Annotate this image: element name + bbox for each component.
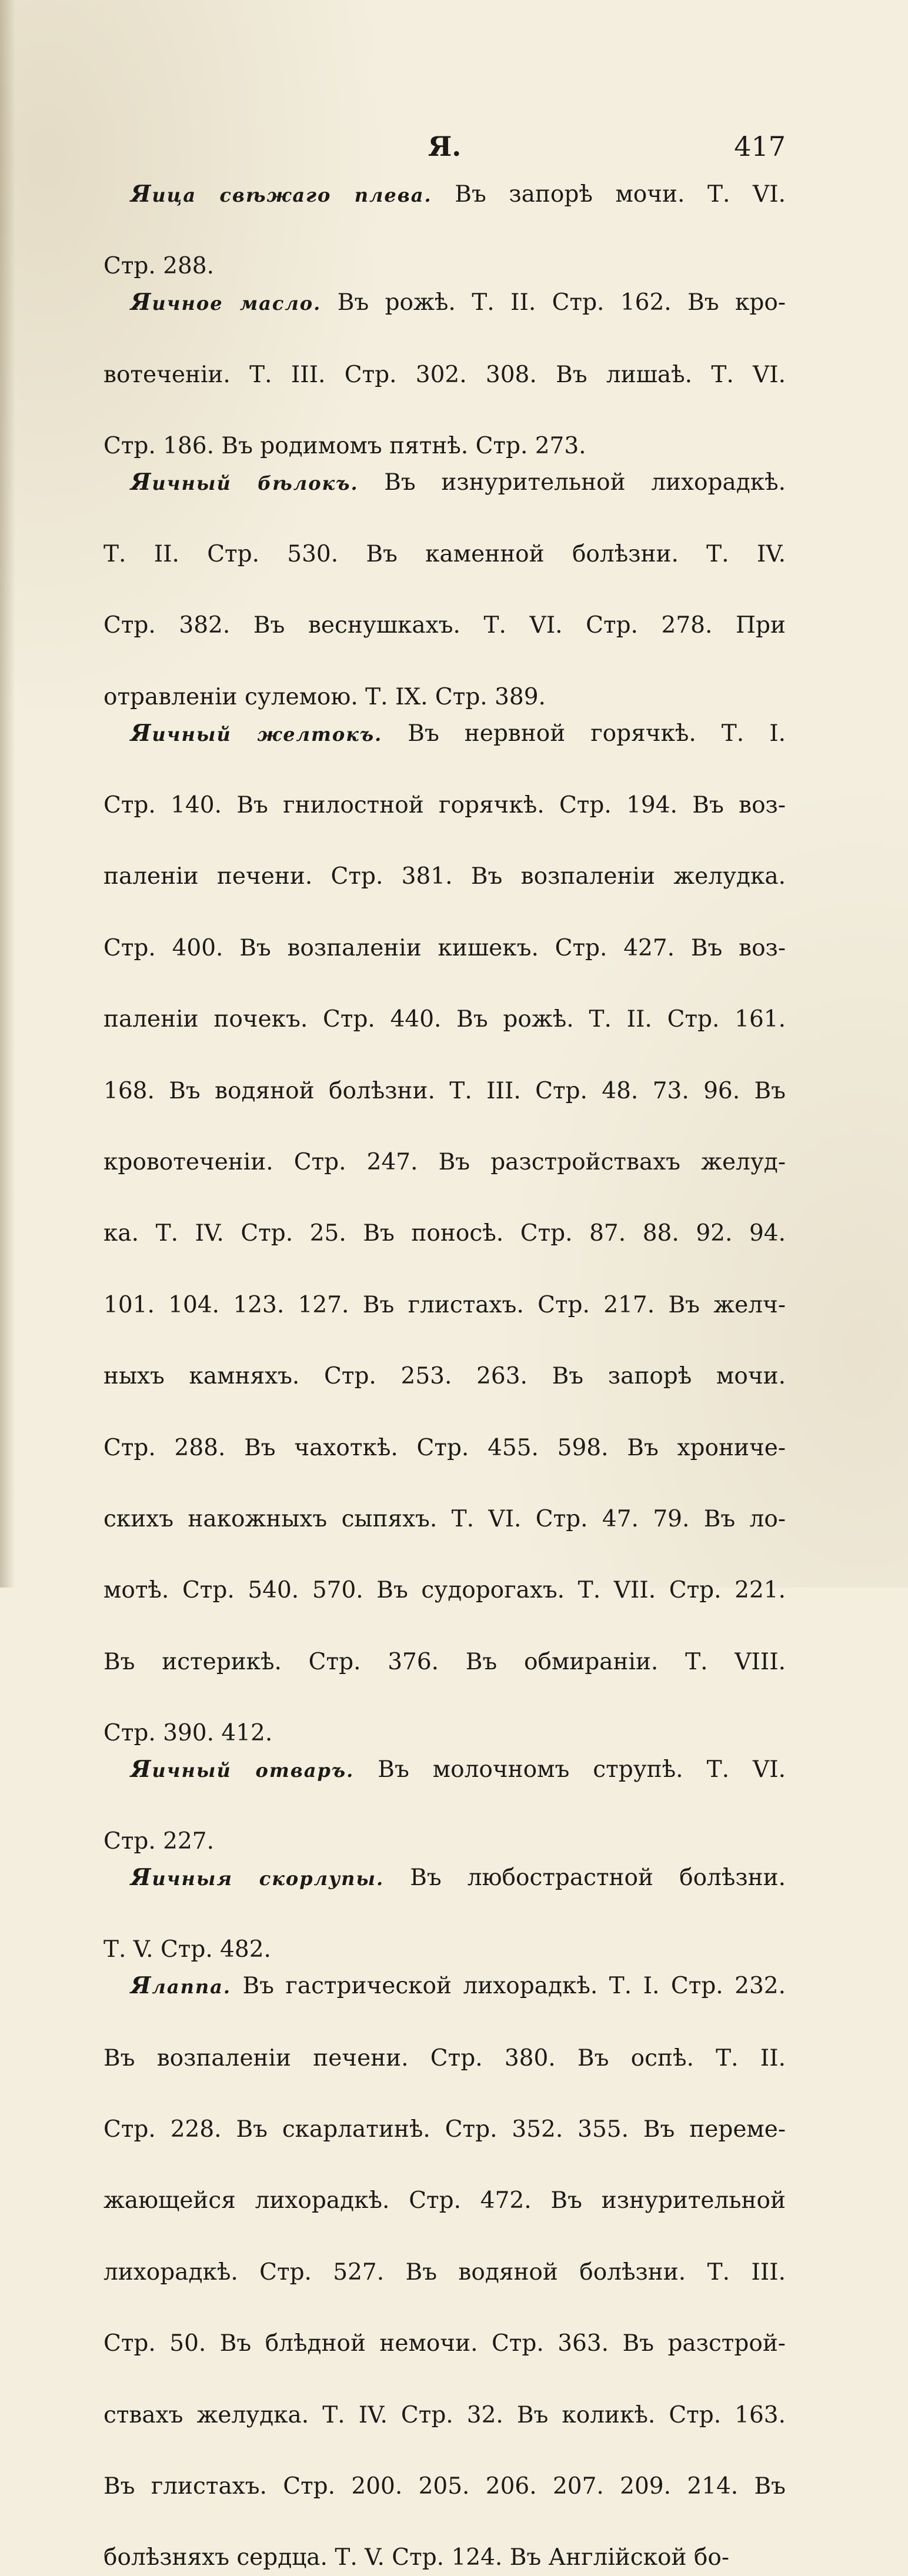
entry-line: отравленіи сулемою. Т. IX. Стр. 389.	[104, 683, 546, 710]
entry-line: Стр. 228. Въ скарлатинѣ. Стр. 352. 355. Въ переме-	[104, 2116, 786, 2143]
index-entry	[104, 1968, 786, 2576]
entry-line: скихъ накожныхъ сыпяхъ. Т. VI. Стр. 47. 79. Въ ло-	[104, 1506, 786, 1533]
entry-line: болѣзняхъ сердца. Т. V. Стр. 124. Въ Англійской бо-	[104, 2544, 730, 2571]
headword-initial: Я	[131, 1755, 152, 1783]
entry-line: паленіи печени. Стр. 381. Въ возпаленіи желудка.	[104, 863, 786, 890]
entry-headword	[131, 469, 359, 496]
headword-initial: Я	[131, 468, 152, 496]
entry-headword	[131, 181, 432, 208]
entry-line: Въ любострастной болѣзни.	[410, 1865, 786, 1892]
entry-line: Въ глистахъ. Стр. 200. 205. 206. 207. 209. 214. Въ	[104, 2473, 786, 2500]
index-entry	[104, 176, 786, 285]
index-entry	[104, 716, 786, 1752]
entry-line: Т. V. Стр. 482.	[104, 1936, 271, 1963]
index-entry	[104, 465, 786, 716]
headword-initial: Я	[131, 719, 152, 747]
entry-line: Стр. 390. 412.	[104, 1720, 273, 1747]
entry-line: Въ рожѣ. Т. II. Стр. 162. Въ кро-	[337, 289, 786, 316]
entry-line: жающейся лихорадкѣ. Стр. 472. Въ изнурительной	[104, 2187, 786, 2214]
entry-line: 101. 104. 123. 127. Въ глистахъ. Стр. 217. Въ желч-	[104, 1291, 786, 1318]
entry-line: Стр. 227.	[104, 1828, 215, 1855]
entry-line: кровотеченіи. Стр. 247. Въ разстройствахъ желуд-	[104, 1148, 786, 1175]
entry-headword	[131, 1756, 354, 1783]
entry-line: ствахъ желудка. Т. IV. Стр. 32. Въ коликѣ. Стр. 163.	[104, 2401, 786, 2428]
headword-rest: ичное масло.	[152, 292, 322, 315]
page-number: 417	[734, 131, 786, 162]
headword-initial: Я	[131, 1864, 152, 1892]
headword-rest: ичный желтокъ.	[152, 723, 383, 746]
entry-line: Въ изнурительной лихорадкѣ.	[384, 469, 786, 496]
entry-headword	[131, 1972, 231, 1999]
headword-rest: ичный бѣлокъ.	[152, 472, 359, 495]
headword-initial: Я	[131, 289, 152, 316]
entry-line: вотеченіи. Т. III. Стр. 302. 308. Въ лишаѣ. Т. VI.	[104, 361, 786, 388]
entry-line: Стр. 50. Въ блѣдной немочи. Стр. 363. Въ разстрой-	[104, 2330, 786, 2357]
headword-rest: ица свѣжаго плева.	[152, 184, 432, 206]
section-letter: Я.	[428, 131, 462, 162]
entry-line: Въ гастрической лихорадкѣ. Т. I. Стр. 232.	[242, 1973, 786, 2000]
index-entry	[104, 1860, 786, 1968]
entry-line: ка. Т. IV. Стр. 25. Въ поносѣ. Стр. 87. 88. 92. 94.	[104, 1220, 786, 1247]
entry-line: ныхъ камняхъ. Стр. 253. 263. Въ запорѣ мочи.	[104, 1363, 786, 1390]
entry-line: мотѣ. Стр. 540. 570. Въ судорогахъ. Т. VII. Стр. 221.	[104, 1577, 786, 1604]
entry-line: Въ молочномъ струпѣ. Т. VI.	[378, 1756, 786, 1783]
headword-rest: лаппа.	[152, 1976, 231, 1999]
running-header	[104, 131, 786, 166]
entry-line: Стр. 382. Въ веснушкахъ. Т. VI. Стр. 278. При	[104, 612, 786, 639]
entry-line: лихорадкѣ. Стр. 527. Въ водяной болѣзни. Т. III.	[104, 2258, 786, 2286]
entry-headword	[131, 289, 321, 316]
entry-line: паленіи почекъ. Стр. 440. Въ рожѣ. Т. II. Стр. 161.	[104, 1006, 786, 1033]
entry-headword	[131, 720, 382, 747]
entry-line: Въ нервной горячкѣ. Т. I.	[408, 720, 786, 747]
entry-headword	[131, 1864, 384, 1891]
entry-line: Стр. 288.	[104, 253, 215, 280]
entry-line: Стр. 140. Въ гнилостной горячкѣ. Стр. 194. Въ воз-	[104, 791, 786, 818]
headword-initial: Я	[131, 181, 152, 208]
entry-line: Стр. 186. Въ родимомъ пятнѣ. Стр. 273.	[104, 432, 586, 459]
headword-rest: ичный отваръ.	[152, 1759, 355, 1782]
entry-line: Въ возпаленіи печени. Стр. 380. Въ оспѣ. Т. II.	[104, 2044, 786, 2072]
entry-line: Въ истерикѣ. Стр. 376. Въ обмираніи. Т. VIII.	[104, 1648, 786, 1675]
entry-line: Въ запорѣ мочи. Т. VI.	[455, 181, 786, 208]
index-entries	[104, 176, 786, 2576]
index-entry	[104, 285, 786, 465]
entry-line: 168. Въ водяной болѣзни. Т. III. Стр. 48. 73. 96. Въ	[104, 1077, 786, 1104]
headword-rest: ичныя скорлупы.	[152, 1867, 385, 1890]
entry-line: Стр. 400. Въ возпаленіи кишекъ. Стр. 427. Въ воз-	[104, 934, 786, 961]
entry-line: Стр. 288. Въ чахоткѣ. Стр. 455. 598. Въ хрониче-	[104, 1434, 786, 1461]
index-entry	[104, 1752, 786, 1860]
entry-line: Т. II. Стр. 530. Въ каменной болѣзни. Т. IV.	[104, 541, 786, 568]
page-edge-shadow	[0, 0, 15, 1588]
headword-initial: Я	[131, 1972, 152, 2000]
